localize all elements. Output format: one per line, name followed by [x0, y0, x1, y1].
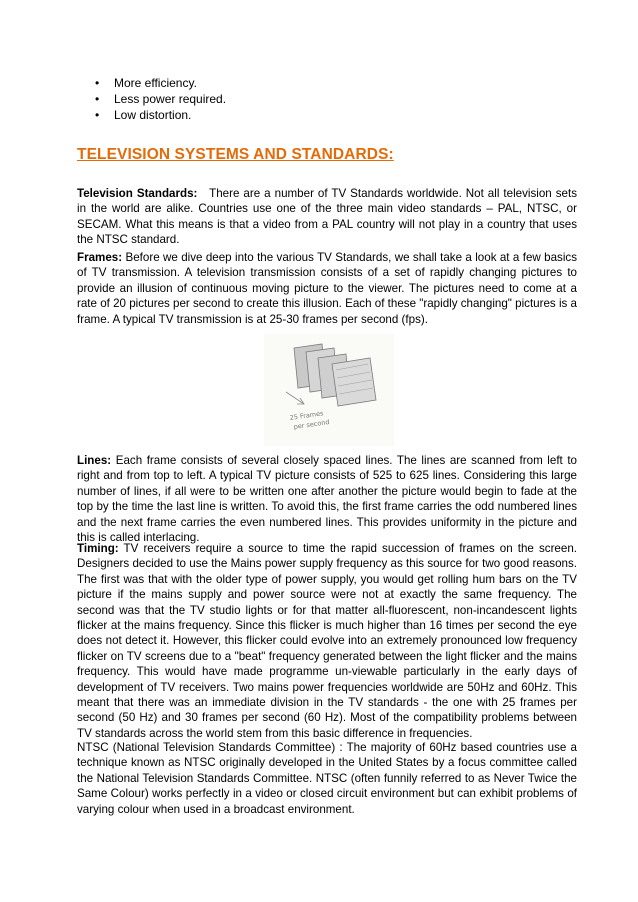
bullet-list [92, 75, 226, 123]
section-heading: TELEVISION SYSTEMS AND STANDARDS: [77, 146, 394, 163]
paragraph-television-standards [77, 186, 581, 248]
paragraph-lines [77, 453, 577, 545]
paragraph-label: Lines: [77, 454, 112, 467]
paragraph-text: NTSC (National Television Standards Committee) : The majority of 60Hz based countries use a technique known as NTSC originally developed in the United States by a focus committee called the National Television Standards Committee. NTSC (often funnily referred to as Never Twice the Same Colour) works perfectly in a video or closed circuit environment but can exhibit problems of varying colour when used in a broadcast environment. [77, 741, 577, 816]
paragraph-text: There are a number of TV Standards worldwide. Not all television sets in the world are alike. Countries use one of the three main video standards – PAL, NTSC, or SECAM. What this means is that a video from a PAL country will not play in a country that uses the NTSC standard. [77, 187, 581, 247]
paragraph-label: Frames: [77, 251, 123, 264]
paragraph-timing [77, 541, 577, 741]
bullet-icon: • [95, 108, 100, 122]
bullet-text: Less power required. [114, 92, 227, 106]
list-item [92, 75, 226, 91]
list-item [92, 107, 226, 123]
bullet-icon: • [95, 92, 100, 106]
paragraph-ntsc [77, 740, 577, 817]
frames-sketch [264, 334, 394, 446]
bullet-text: More efficiency. [114, 76, 197, 90]
bullet-text: Low distortion. [114, 108, 192, 122]
frames-sketch-figure [264, 334, 394, 446]
paragraph-label: Television Standards: [77, 187, 198, 200]
figure-caption-line1: 25 Frames [289, 409, 324, 422]
paragraph-text: Before we dive deep into the various TV Standards, we shall take a look at a few basics of TV transmission. A television transmission consists of a set of rapidly changing pictures to provide an illusion of continuous moving picture to the viewer. The pictures need to come at a rate of 20 pictures per second to create this illusion. Each of these "rapidly changing" pictures is a frame. A typical TV transmission is at 25-30 frames per second (fps). [77, 251, 577, 326]
figure-caption-line2: per second [293, 418, 330, 431]
paragraph-text: Each frame consists of several closely spaced lines. The lines are scanned from left to right and from top to left. A typical TV picture consists of 525 to 625 lines. Considering this large number of lines, if all were to be written one after another the picture would begin to fade at the top by the time the last line is written. To avoid this, the first frame carries the odd numbered lines and the next frame carries the even numbered lines. This provides uniformity in the picture and this is called interlacing. [77, 454, 577, 545]
paragraph-text: TV receivers require a source to time the rapid succession of frames on the screen. Designers decided to use the Mains power supply frequency as this source for two good reasons. The first was that with the older type of power supply, you would get rolling hum bars on the TV picture if the mains supply and power source were not at exactly the same frequency. The second was that the TV studio lights or for that matter all-fluorescent, non-incandescent lights flicker at the mains frequency. Since this flicker is much higher than 16 times per second the eye does not detect it. However, this flicker could evolve into an extremely pronounced low frequency flicker on TV screens due to a "beat" frequency generated between the light flicker and the mains frequency. This would have made programme un-viewable particularly in the early days of development of TV receivers. Two mains power frequencies worldwide are 50Hz and 60Hz. This meant that there was an immediate division in the TV standards - the one with 25 frames per second (50 Hz) and 30 frames per second (60 Hz). Most of the compatibility problems between TV standards across the world stem from this basic difference in frequencies. [77, 542, 577, 740]
paragraph-frames [77, 250, 577, 327]
paragraph-label: Timing: [77, 542, 119, 555]
list-item [92, 91, 226, 107]
bullet-icon: • [95, 76, 100, 90]
